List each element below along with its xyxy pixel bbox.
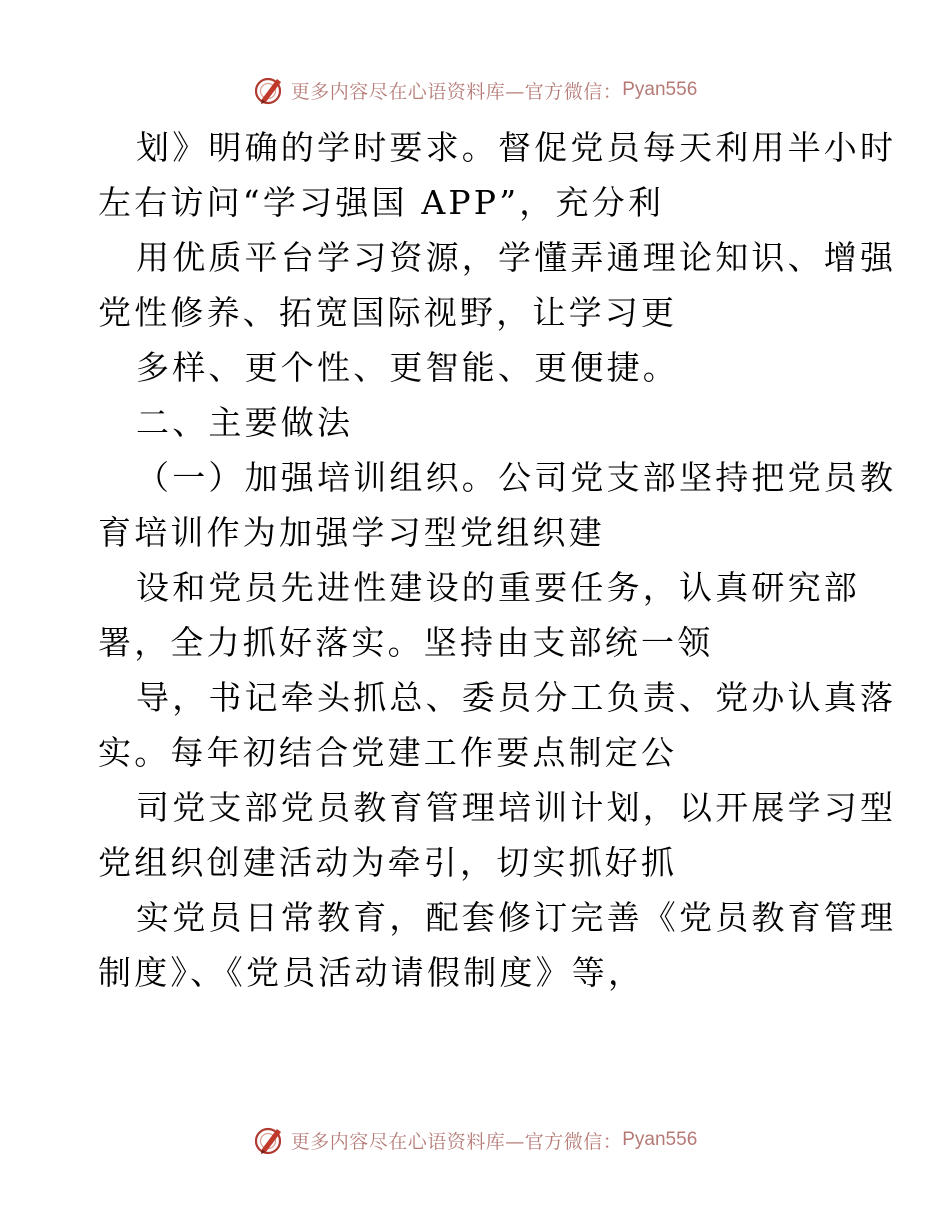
text-line: 多样、更个性、更智能、更便捷。 xyxy=(136,348,679,387)
text-line: 实。每年初结合党建工作要点制定公 xyxy=(98,733,678,772)
pen-logo-icon xyxy=(253,73,287,107)
text-line: 设和党员先进性建设的重要任务，认真研究部 xyxy=(136,568,860,607)
pen-logo-icon xyxy=(253,1123,287,1157)
text-line: 党组织创建活动为牵引，切实抓好抓 xyxy=(98,843,678,882)
watermark-wechat-id: Pyan556 xyxy=(622,79,698,100)
watermark-text: 更多内容尽在心语资料库—官方微信： xyxy=(290,80,623,103)
watermark-text: 更多内容尽在心语资料库—官方微信： xyxy=(290,1130,623,1153)
text-line: 育培训作为加强学习型党组织建 xyxy=(98,513,605,552)
text-line: 实党员日常教育，配套修订完善《党员教育管理 xyxy=(136,898,897,937)
text-line: 划》明确的学时要求。督促党员每天利用半小时 xyxy=(136,128,897,167)
text-line: 左右访问“学习强国 APP”，充分利 xyxy=(98,183,665,222)
text-line: 二、主要做法 xyxy=(136,403,354,442)
text-line: 署，全力抓好落实。坚持由支部统一领 xyxy=(98,623,714,662)
document-body xyxy=(98,120,897,1000)
text-line: 用优质平台学习资源，学懂弄通理论知识、增强 xyxy=(136,238,897,277)
text-line: 导，书记牵头抓总、委员分工负责、党办认真落 xyxy=(136,678,897,717)
text-line: 党性修养、拓宽国际视野，让学习更 xyxy=(98,293,678,332)
footer-watermark xyxy=(0,1120,950,1160)
text-line: 制度》、《党员活动请假制度》等， xyxy=(98,953,645,992)
watermark-wechat-id: Pyan556 xyxy=(622,1129,698,1150)
text-line: （一）加强培训组织。公司党支部坚持把党员教 xyxy=(136,458,897,497)
text-line: 司党支部党员教育管理培训计划，以开展学习型 xyxy=(136,788,897,827)
header-watermark xyxy=(0,70,950,110)
